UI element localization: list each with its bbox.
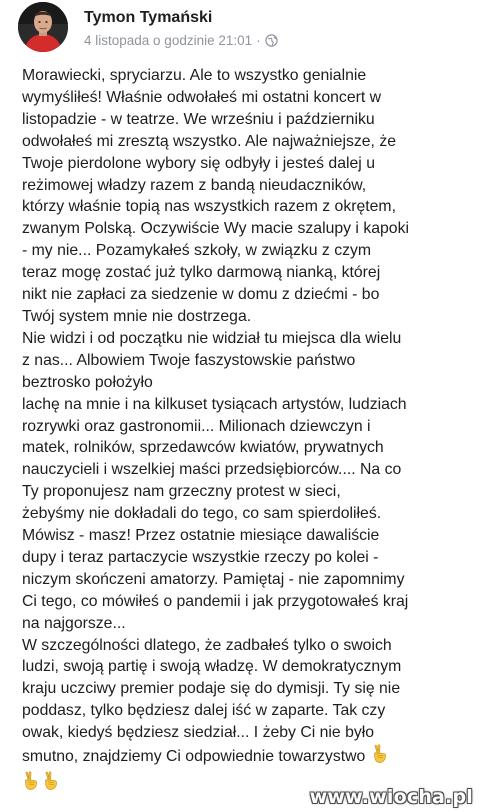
victory-hand-icon [22, 771, 40, 798]
post-text-line-content: matek, rolników, sprzedawców kwiatów, prywatnych [22, 439, 384, 457]
post-text-line-content: W szczególności dlatego, że zadbałeś tylko o swoich [22, 636, 392, 654]
post-timestamp[interactable]: 4 listopada o godzinie 21:01 [84, 33, 253, 48]
post-text-line-content: reżimowej władzy razem z bandą nieudaczników, [22, 176, 367, 194]
post-text-line-content: rozrywki oraz gastronomii... Milionach dziewczyn i [22, 417, 371, 435]
post-text-line [22, 591, 472, 613]
post-text-line-content: teraz mogę zostać już tylko darmową nianką, której [22, 264, 381, 282]
post-text-line [22, 109, 472, 131]
post-text-line-content: Ty proponujesz nam grzeczny protest w sieci, [22, 483, 341, 501]
post-text-line-content: owak, kiedyś będziesz siedział... I żeby Ci nie było [22, 724, 375, 742]
post-text-line [22, 153, 472, 175]
meta-separator: · [256, 33, 261, 48]
post-text-line [22, 372, 472, 394]
post-text-line-content: listopadzie - w teatrze. We wrześniu i październiku [22, 110, 375, 128]
globe-icon[interactable] [265, 34, 278, 47]
post-text-line-content: poddasz, tylko będziesz dalej iść w zaparte. Tak czy [22, 702, 386, 720]
author-name[interactable]: Tymon Tymański [84, 9, 213, 26]
post-text-line [22, 196, 472, 218]
post-text-line [22, 65, 472, 87]
post-text-line [22, 503, 472, 525]
post-text-line-content: kraju uczciwy premier podaje się do dymisji. Ty się nie [22, 680, 401, 698]
post-text-line [22, 678, 472, 700]
post-text-line [22, 262, 472, 284]
watermark: www.wiocha.pl [309, 786, 473, 808]
post-text-line [22, 613, 472, 635]
post-text-line-content: nauczycieli i wszelkiej maści przedsiębiorców.... Na co [22, 461, 402, 479]
post-meta [84, 33, 278, 48]
post-text-line [22, 656, 472, 678]
post-text-line [22, 240, 472, 262]
post-text [22, 65, 472, 798]
post-text-line-content: niczym skończeni amatorzy. Pamiętaj - nie zapomnimy [22, 570, 405, 588]
post-text-line [22, 547, 472, 569]
post-text-line-content: Ci tego, co mówiłeś o pandemii i jak przygotowałeś kraj [22, 592, 409, 610]
victory-hand-icon [42, 771, 60, 798]
victory-hand-icon [371, 744, 389, 771]
post-text-line [22, 459, 472, 481]
post-text-line-content: ludzi, swoją partię i swoją władzę. W demokratycznym [22, 658, 402, 676]
post-text-line-content: którzy właśnie topią nas wszystkich razem z okrętem, [22, 198, 396, 216]
post-text-line [22, 328, 472, 350]
post-text-line-content: żebyśmy nie dokładali do tego, co sam spierdoliłeś. [22, 505, 382, 523]
post-text-line-content: Nie widzi i od początku nie widział tu miejsca dla wielu [22, 329, 402, 347]
post-text-line [22, 87, 472, 109]
avatar-image [18, 2, 68, 52]
post-text-line-content: Mówisz - masz! Przez ostatnie miesiące dawaliście [22, 527, 380, 545]
post-text-line-content: na najgorsze... [22, 614, 126, 632]
post-text-line-content: Twój system mnie nie dostrzega. [22, 307, 252, 325]
post-text-line [22, 481, 472, 503]
post-text-line-content: nikt nie zapłaci za siedzenie w domu z dziećmi - bo [22, 286, 380, 304]
post-text-line [22, 416, 472, 438]
post-text-line-content: Morawiecki, spryciarzu. Ale to wszystko genialnie [22, 67, 367, 84]
post-header [18, 0, 478, 58]
post-text-line-content: - my nie... Pozamykałeś szkoły, w związku z czym [22, 242, 372, 260]
post-text-line [22, 569, 472, 591]
post-text-line [22, 350, 472, 372]
post-text-line [22, 700, 472, 722]
post-text-line-content: z nas... Albowiem Twoje faszystowskie państwo [22, 351, 356, 369]
post-text-line-content: lachę na mnie i na kilkuset tysiącach artystów, ludziach [22, 395, 407, 413]
post-text-line-content: beztrosko położyło [22, 373, 153, 391]
post-text-line [22, 635, 472, 657]
post-text-line [22, 306, 472, 328]
post-text-line-content: zwanym Polską. Oczywiście Wy macie szalupy i kapoki [22, 220, 409, 238]
post-text-line-content: wymyśliłeś! Właśnie odwołałeś mi ostatni koncert w [22, 88, 382, 106]
post-text-line [22, 437, 472, 459]
post-text-line-content: Twoje pierdolone wybory się odbyły i jesteś dalej u [22, 154, 375, 172]
post-text-line-content: smutno, znajdziemy Ci odpowiednie towarzystwo [22, 748, 366, 766]
post-text-line [22, 525, 472, 547]
post-text-line [22, 722, 472, 744]
post-text-line [22, 744, 472, 771]
post-text-line [22, 175, 472, 197]
post-text-line [22, 218, 472, 240]
post-text-line [22, 131, 472, 153]
post-text-line-content: dupy i teraz partaczycie wszystkie rzeczy po kolei - [22, 548, 379, 566]
post-text-line [22, 394, 472, 416]
post-text-line [22, 284, 472, 306]
avatar[interactable] [18, 2, 68, 52]
post-text-line-content: odwołałeś mi zresztą wszystko. Ale najważniejsze, że [22, 132, 397, 150]
